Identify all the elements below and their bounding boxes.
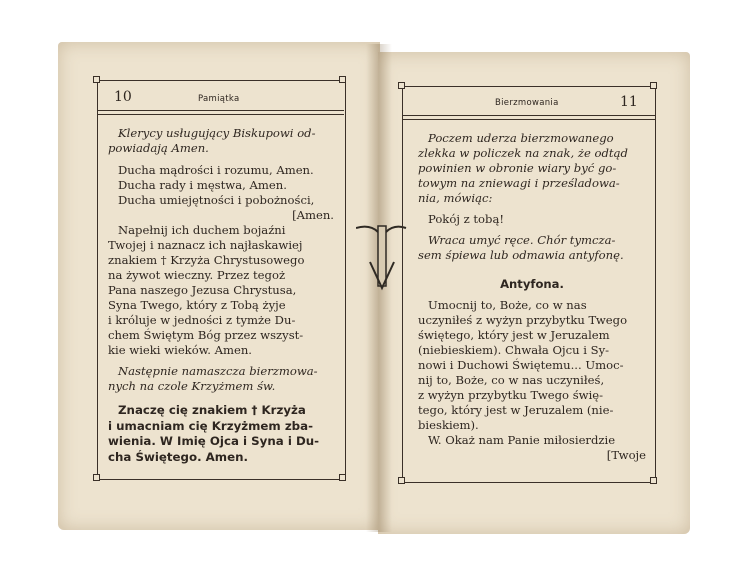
prayer-line: Umocnij to, Boże, co w nas — [428, 298, 587, 312]
prayer-line: tego, który jest w Jeruzalem (nie- — [418, 403, 614, 417]
formula-line: Znaczę cię znakiem † Krzyża — [118, 403, 306, 417]
prayer-line: świętego, który jest w Jeruzalem — [418, 328, 610, 342]
running-head: Bierzmowania — [495, 98, 559, 108]
prayer-line: Pokój z tobą! — [428, 212, 505, 226]
prayer-line: Ducha umiejętności i pobożności, — [118, 193, 315, 207]
rubric-line: Klerycy usługujący Biskupowi od- — [118, 126, 316, 140]
frame-corner-ornament — [650, 477, 657, 484]
staple-icon — [356, 218, 408, 298]
rubric-line: powinien w obronie wiary być go- — [418, 161, 617, 175]
section-heading: Antyfona. — [500, 277, 564, 291]
prayer-line: nowi i Duchowi Świętemu... Umoc- — [418, 358, 624, 372]
prayer-line: W. Okaż nam Panie miłosierdzie — [428, 433, 616, 447]
prayer-line: uczyniłeś z wyżyn przybytku Twego — [418, 313, 628, 327]
left-page-text — [108, 126, 334, 465]
prayer-line: kie wieki wieków. Amen. — [108, 343, 252, 357]
prayer-line: Napełnij ich duchem bojaźni — [118, 223, 286, 237]
frame-corner-ornament — [398, 82, 405, 89]
prayer-line: (niebieskiem). Chwała Ojcu i Sy- — [418, 343, 610, 357]
prayer-line: Syna Twego, który z Tobą żyje — [108, 298, 286, 312]
header-rule — [98, 110, 344, 111]
rubric-line: nych na czole Krzyżmem św. — [108, 379, 276, 393]
prayer-line: z wyżyn przybytku Twego świę- — [418, 388, 604, 402]
prayer-line: znakiem † Krzyża Chrystusowego — [108, 253, 305, 267]
formula-line: cha Świętego. Amen. — [108, 449, 248, 464]
rubric-line: sem śpiewa lub odmawia antyfonę. — [418, 248, 624, 262]
frame-corner-ornament — [398, 477, 405, 484]
rubric-line: nia, mówiąc: — [418, 191, 493, 205]
rubric-line: Poczem uderza bierzmowanego — [428, 131, 614, 145]
frame-corner-ornament — [93, 76, 100, 83]
page-number: 11 — [620, 94, 638, 110]
frame-corner-ornament — [650, 82, 657, 89]
prayer-line: Ducha rady i męstwa, Amen. — [118, 178, 287, 192]
prayer-line: bieskiem). — [418, 418, 479, 432]
prayer-line: nij to, Boże, co w nas uczyniłeś, — [418, 373, 605, 387]
rubric-line: powiadają Amen. — [108, 141, 209, 155]
right-page-text — [418, 131, 646, 463]
header-rule — [403, 115, 655, 116]
header-rule — [98, 114, 344, 115]
frame-corner-ornament — [339, 76, 346, 83]
header-rule — [403, 119, 655, 120]
frame-corner-ornament — [339, 474, 346, 481]
prayer-line: [Amen. — [292, 208, 334, 222]
formula-line: i umacniam cię Krzyżmem zba- — [108, 418, 313, 433]
prayer-line: Twojej i naznacz ich najłaskawiej — [108, 238, 303, 252]
running-head: Pamiątka — [198, 94, 240, 104]
rubric-line: Następnie namaszcza bierzmowa- — [118, 364, 318, 378]
rubric-line: zlekka w policzek na znak, że odtąd — [418, 146, 628, 160]
prayer-line: chem Świętym Bóg przez wszyst- — [108, 328, 304, 342]
page-number: 10 — [114, 89, 132, 105]
prayer-line: Ducha mądrości i rozumu, Amen. — [118, 163, 314, 177]
rubric-line: Wraca umyć ręce. Chór tymcza- — [428, 233, 616, 247]
formula-line: wienia. W Imię Ojca i Syna i Du- — [108, 434, 320, 448]
rubric-line: towym na zniewagi i prześladowa- — [418, 176, 620, 190]
frame-corner-ornament — [93, 474, 100, 481]
prayer-line: Pana naszego Jezusa Chrystusa, — [108, 283, 297, 297]
prayer-line: na żywot wieczny. Przez tegoż — [108, 268, 286, 282]
prayer-line: i króluje w jedności z tymże Du- — [108, 313, 296, 327]
catchword: [Twoje — [606, 448, 646, 462]
